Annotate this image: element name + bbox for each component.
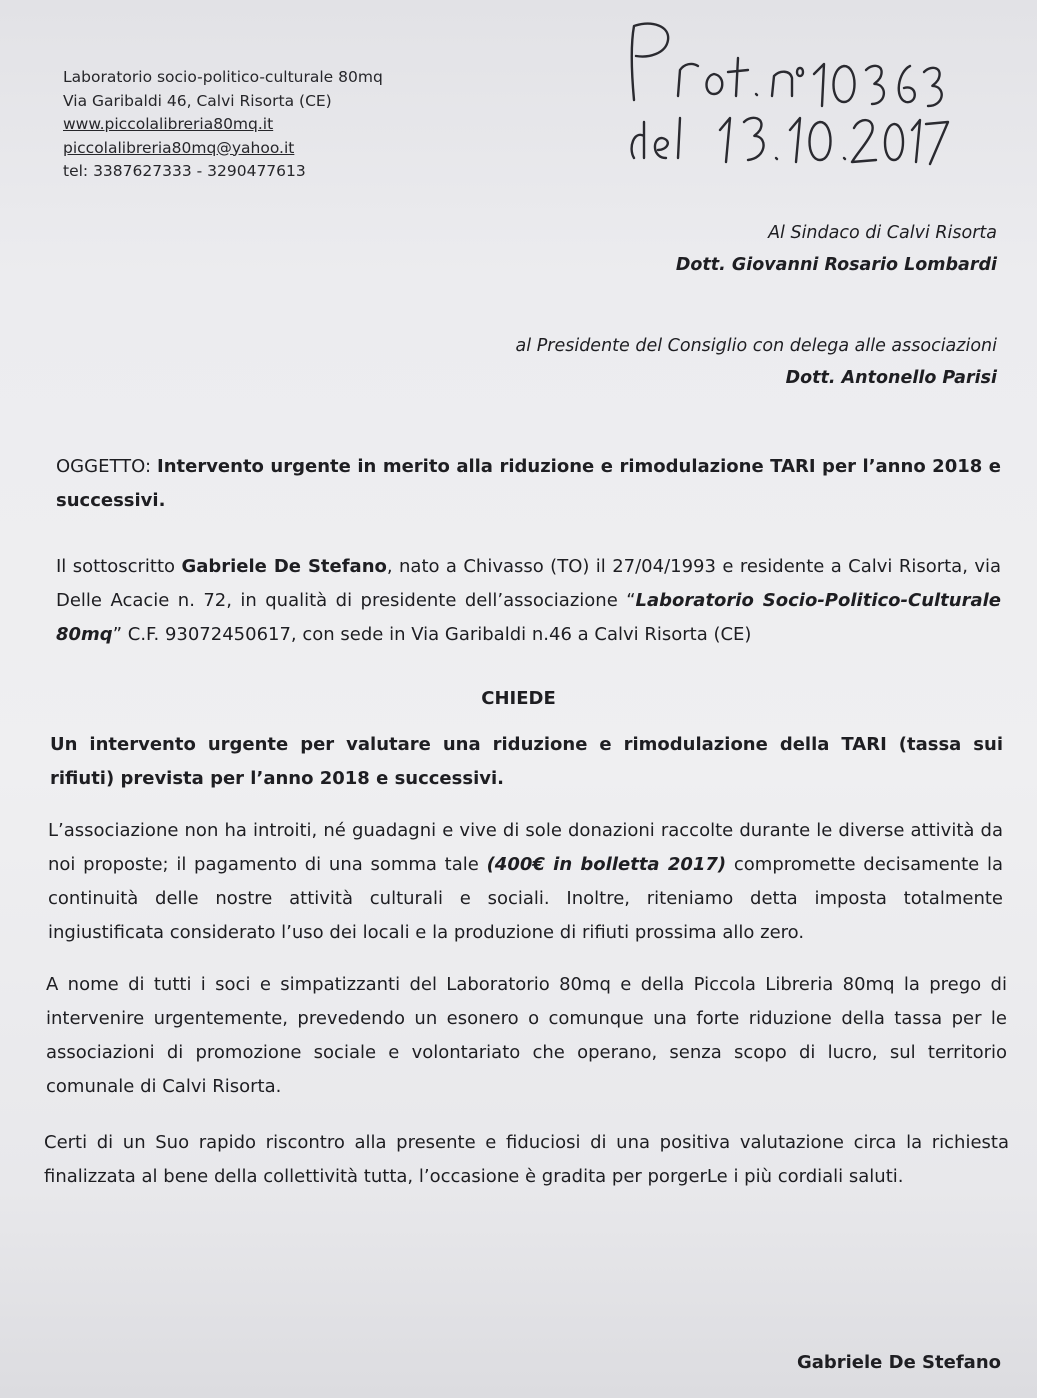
request-paragraph: Un intervento urgente per valutare una riduzione e rimodulazione della TARI (tassa sui rifiuti) prevista per l’anno 2018 e successivi. bbox=[50, 734, 1003, 789]
sender-email: piccolalibreria80mq@yahoo.it bbox=[63, 138, 295, 157]
sender-block bbox=[63, 66, 383, 184]
paragraph1-part2: compromette decisamente la continuità delle nostre attività culturali e sociali. Inoltre, riteniamo detta imposta totalmente ingiustificata considerato l’uso dei locali e la produzione di rifiuti prossima allo zero. bbox=[48, 854, 1004, 943]
intro-part1: Il sottoscritto bbox=[56, 556, 182, 577]
paragraph1-part1: L’associazione non ha introiti, né guadagni e vive di sole donazioni raccolte durante le diverse attività da noi proposte; il pagamento di una somma tale bbox=[48, 820, 1003, 875]
intro-part3: ” C.F. 93072450617, con sede in Via Garibaldi n.46 a Calvi Risorta (CE) bbox=[112, 624, 752, 645]
intro-paragraph bbox=[56, 550, 1001, 652]
subject-text: Intervento urgente in merito alla riduzione e rimodulazione TARI per l’anno 2018 e successivi. bbox=[56, 456, 1001, 511]
request-heading: CHIEDE bbox=[481, 688, 556, 709]
subject-line bbox=[56, 450, 1001, 518]
intro-name: Gabriele De Stefano bbox=[181, 556, 387, 577]
recipient-president-title: al Presidente del Consiglio con delega alle associazioni bbox=[515, 336, 997, 356]
sender-phone: tel: 3387627333 - 3290477613 bbox=[63, 162, 306, 180]
paragraph-finances bbox=[48, 814, 1003, 950]
paragraph1-emphasis: (400€ in bolletta 2017) bbox=[486, 854, 727, 875]
paragraph-closing: Certi di un Suo rapido riscontro alla presente e fiduciosi di una positiva valutazione circa la richiesta finalizzata al bene della collettività tutta, l’occasione è gradita per porgerLe i più cordiali saluti. bbox=[44, 1132, 1009, 1187]
recipient-president-name: Dott. Antonello Parisi bbox=[785, 368, 997, 388]
handwritten-protocol-stamp bbox=[622, 18, 952, 168]
recipient-mayor-name: Dott. Giovanni Rosario Lombardi bbox=[675, 255, 997, 275]
sender-address: Via Garibaldi 46, Calvi Risorta (CE) bbox=[63, 91, 332, 110]
subject-label: OGGETTO: bbox=[56, 456, 152, 477]
intro-part2: , nato a Chivasso (TO) il 27/04/1993 e residente a Calvi Risorta, via Delle Acacie n. 72, in qualità di presidente dell’associazione “ bbox=[56, 556, 1002, 611]
intro-association: Laboratorio Socio-Politico-Culturale 80mq bbox=[56, 590, 1002, 645]
sender-website: www.piccolalibreria80mq.it bbox=[63, 115, 274, 133]
recipient-mayor-title: Al Sindaco di Calvi Risorta bbox=[768, 223, 997, 243]
paragraph-request-members: A nome di tutti i soci e simpatizzanti del Laboratorio 80mq e della Piccola Libreria 80mq la prego di intervenire urgentemente, prevedendo un esonero o comunque una forte riduzione della tassa per le associazioni di promozione sociale e volontariato che operano, senza scopo di lucro, sul territorio comunale di Calvi Risorta. bbox=[46, 974, 1007, 1097]
signature-name: Gabriele De Stefano bbox=[796, 1352, 1001, 1373]
recipient-president bbox=[516, 330, 997, 394]
sender-name: Laboratorio socio-politico-culturale 80mq bbox=[63, 68, 383, 86]
recipient-mayor bbox=[676, 217, 997, 281]
